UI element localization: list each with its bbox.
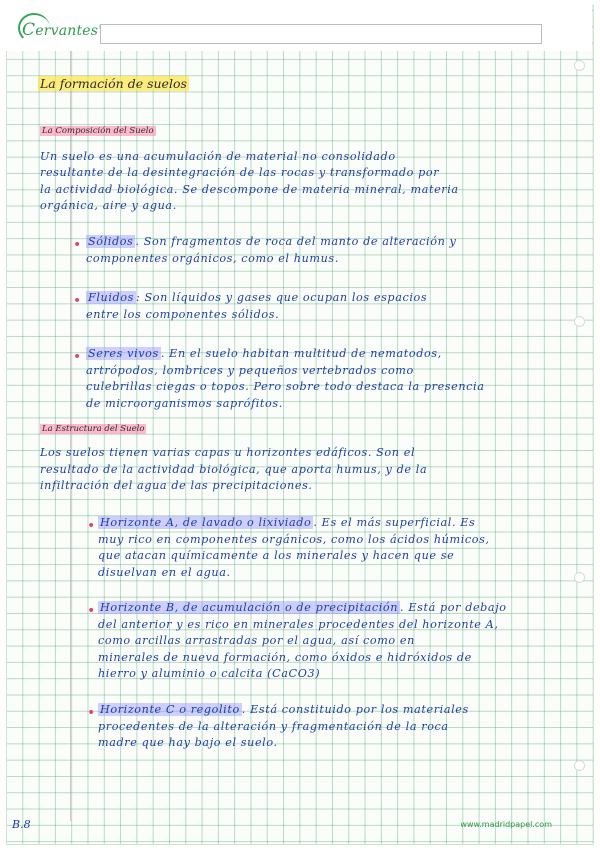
logo-text: ervantes <box>35 23 99 39</box>
bullet-line: Horizonte A, de lavado o lixiviado . Es el más superficial. Es <box>100 516 476 529</box>
bullet-term: Horizonte B, de acumulación o de precipitación <box>100 601 399 614</box>
intro-line: la actividad biológica. Se descompone de materia mineral, materia <box>40 183 459 196</box>
bullet-line: minerales de nueva formación, como óxidos e hidróxidos de <box>98 651 472 664</box>
intro-line: infiltración del agua de las precipitaciones. <box>40 479 313 492</box>
binder-hole <box>574 60 585 71</box>
binder-hole <box>574 572 585 583</box>
section-heading-structure <box>40 424 146 434</box>
bullet-line: culebrillas ciegas o topos. Pero sobre todo destaca la presencia <box>86 380 485 393</box>
bullet-point: • <box>87 518 96 534</box>
binder-hole <box>574 760 585 771</box>
bullet-term: Sólidos <box>88 235 134 248</box>
section-heading-composition <box>40 126 156 136</box>
bullet-point: • <box>73 349 82 365</box>
bullet-line: Fluidos : Son líquidos y gases que ocupan los espacios <box>88 291 428 304</box>
brand-logo: Cervantes <box>22 20 105 40</box>
bullet-line: componentes orgánicos, como el humus. <box>86 252 339 265</box>
bullet-line: artrópodos, lombrices y pequeños vertebrados como <box>86 364 414 377</box>
bullet-line: como arcillas arrastradas por el agua, así como en <box>98 634 415 647</box>
bullet-point: • <box>87 705 96 721</box>
bullet-term: Horizonte A, de lavado o lixiviado <box>100 516 312 529</box>
bullet-line: del anterior y es rico en minerales procedentes del horizonte A, <box>98 618 499 631</box>
intro-line: resultado de la actividad biológica, que aporta humus, y de la <box>40 463 428 476</box>
bullet-term: Seres vivos <box>88 347 159 360</box>
bullet-term: Horizonte C o regolito <box>100 703 240 716</box>
bullet-line: Seres vivos . En el suelo habitan multitud de nematodos, <box>88 347 442 360</box>
bullet-point: • <box>73 293 82 309</box>
section-heading-text: La Estructura del Suelo <box>42 424 145 434</box>
bullet-term: Fluidos <box>88 291 134 304</box>
header-writing-box <box>100 24 542 44</box>
bullet-line: disuelvan en el agua. <box>98 566 231 579</box>
bullet-line: entre los componentes sólidos. <box>86 308 280 321</box>
bullet-line: Horizonte B, de acumulación o de precipitación . Está por debajo <box>100 601 507 614</box>
bullet-line: madre que hay bajo el suelo. <box>98 736 278 749</box>
bullet-point: • <box>87 603 96 619</box>
intro-line: orgánica, aire y agua. <box>40 199 177 212</box>
bullet-line: muy rico en componentes orgánicos, como los ácidos húmicos, <box>98 533 490 546</box>
bullet-point: • <box>73 237 82 253</box>
section-heading-text: La Composición del Suelo <box>42 126 154 136</box>
footer-url: www.madridpapel.com <box>460 820 552 829</box>
page-number: B.8 <box>12 818 31 831</box>
bullet-line: Horizonte C o regolito . Está constituido por los materiales <box>100 703 469 716</box>
bullet-line: que atacan químicamente a los minerales y hacen que se <box>98 549 455 562</box>
intro-line: Los suelos tienen varias capas u horizontes edáficos. Son el <box>40 446 416 459</box>
bullet-line: procedentes de la alteración y fragmentación de la roca <box>98 720 449 733</box>
intro-line: Un suelo es una acumulación de material no consolidado <box>40 150 396 163</box>
bullet-line: hierro y aluminio o calcita (CaCO3) <box>98 667 321 680</box>
intro-line: resultante de la desintegración de las rocas y transformado por <box>40 166 440 179</box>
binder-hole <box>574 316 585 327</box>
bullet-line: de microorganismos saprófitos. <box>86 397 283 410</box>
bullet-line: Sólidos . Son fragmentos de roca del manto de alteración y <box>88 235 457 248</box>
title-text: La formación de suelos <box>40 76 187 91</box>
page-title <box>38 76 189 91</box>
